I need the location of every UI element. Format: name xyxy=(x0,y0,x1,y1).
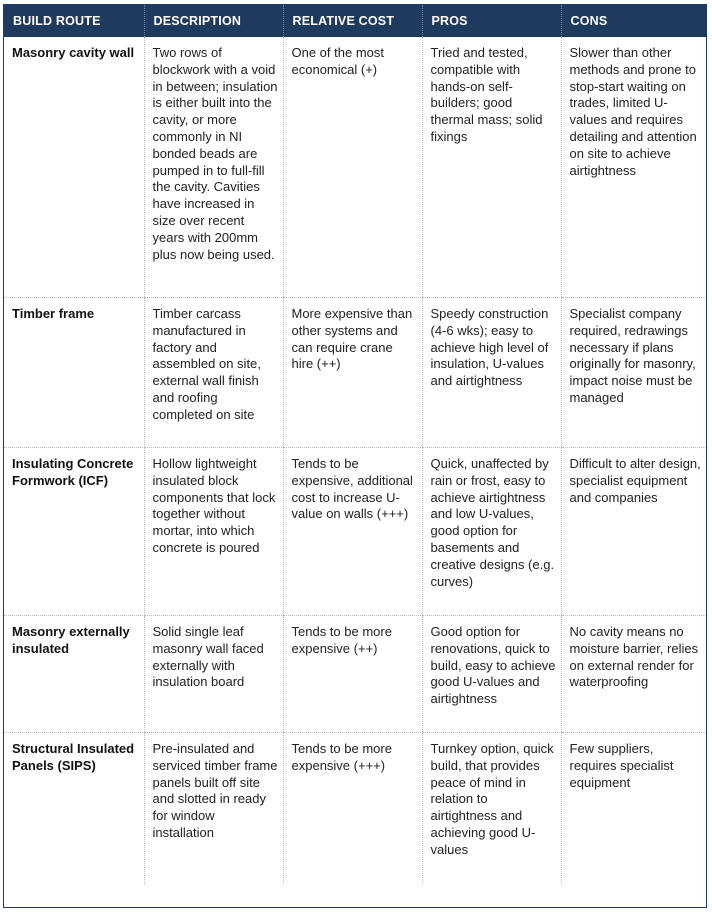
header-cons: CONS xyxy=(561,5,706,37)
pros-cell: Speedy construction (4-6 wks); easy to achieve high level of insulation, U-values and airtightness xyxy=(422,298,561,448)
header-row xyxy=(4,5,706,37)
cons-cell: Specialist company required, redrawings necessary if plans originally for masonry, impact noise must be managed xyxy=(561,298,706,448)
cons-cell: No cavity means no moisture barrier, relies on external render for waterproofing xyxy=(561,616,706,733)
route-cell: Structural Insulated Panels (SIPS) xyxy=(12,741,135,773)
description-cell: Pre-insulated and serviced timber frame panels built off site and slotted in ready for window installation xyxy=(144,733,283,885)
build-routes-table xyxy=(4,5,706,884)
cost-cell: Tends to be more expensive (++) xyxy=(283,616,422,733)
cost-cell: Tends to be more expensive (+++) xyxy=(283,733,422,885)
route-cell: Masonry cavity wall xyxy=(4,37,144,298)
table-row xyxy=(4,298,706,448)
table-row xyxy=(4,448,706,616)
table-row xyxy=(4,616,706,733)
description-cell: Two rows of blockwork with a void in between; insulation is either built into the cavity, or more commonly in NI bonded beads are pumped in to full-fill the cavity. Cavities have increased in size over recent years with 200mm plus now being used. xyxy=(144,37,283,298)
cons-cell: Difficult to alter design, specialist equipment and companies xyxy=(561,448,706,616)
cost-cell: One of the most economical (+) xyxy=(283,37,422,298)
header-relative-cost: RELATIVE COST xyxy=(283,5,422,37)
cons-cell: Slower than other methods and prone to stop-start waiting on trades, limited U-values and requires detailing and attention on site to achieve airtightness xyxy=(561,37,706,298)
route-cell: Masonry externally insulated xyxy=(4,616,144,733)
route-cell: Timber frame xyxy=(4,298,144,448)
header-pros: PROS xyxy=(422,5,561,37)
table-body xyxy=(4,37,706,884)
pros-cell: Turnkey option, quick build, that provides peace of mind in relation to airtightness and achieving good U-values xyxy=(422,733,561,885)
pros-cell: Quick, unaffected by rain or frost, easy to achieve airtightness and low U-values, good option for basements and creative designs (e.g. curves) xyxy=(422,448,561,616)
cost-cell: Tends to be expensive, additional cost to increase U-value on walls (+++) xyxy=(283,448,422,616)
comparison-table-frame xyxy=(3,4,707,908)
table-row xyxy=(4,733,706,885)
description-cell: Solid single leaf masonry wall faced externally with insulation board xyxy=(144,616,283,733)
pros-cell: Tried and tested, compatible with hands-on self-builders; good thermal mass; solid fixings xyxy=(422,37,561,298)
table-row xyxy=(4,37,706,298)
description-cell: Timber carcass manufactured in factory and assembled on site, external wall finish and roofing completed on site xyxy=(144,298,283,448)
table-header xyxy=(4,5,706,37)
cons-cell: Few suppliers, requires specialist equipment xyxy=(561,733,706,885)
header-description: DESCRIPTION xyxy=(144,5,283,37)
header-build-route: BUILD ROUTE xyxy=(4,5,144,37)
description-cell: Hollow lightweight insulated block components that lock together without mortar, into which concrete is poured xyxy=(144,448,283,616)
pros-cell: Good option for renovations, quick to build, easy to achieve good U-values and airtightness xyxy=(422,616,561,733)
cost-cell: More expensive than other systems and can require crane hire (++) xyxy=(283,298,422,448)
route-cell: Insulating Concrete Formwork (ICF) xyxy=(4,448,144,616)
